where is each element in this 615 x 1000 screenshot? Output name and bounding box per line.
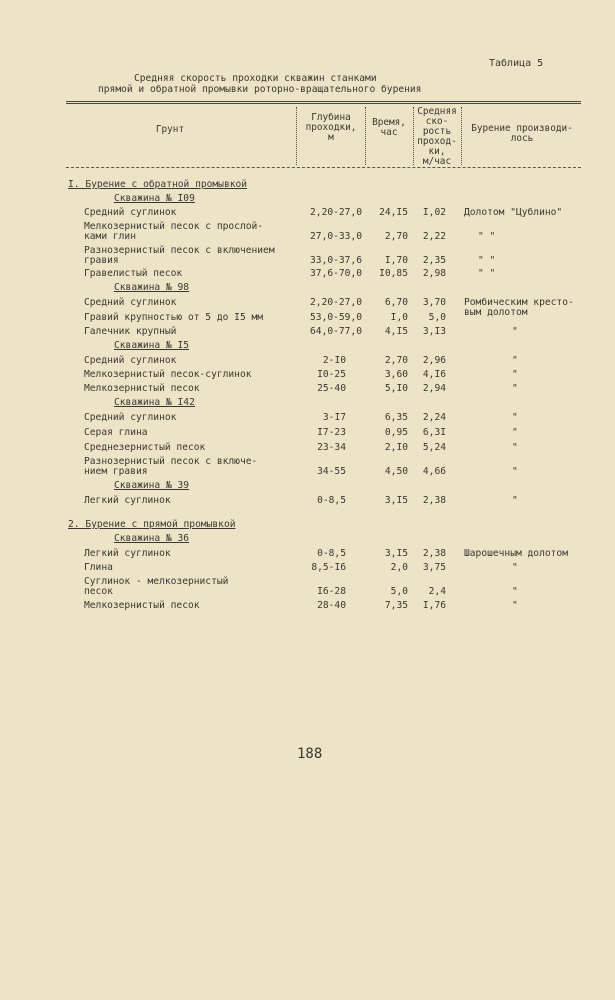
row-time: I,0 <box>390 312 408 323</box>
row-soil: Средний суглинок <box>84 355 177 366</box>
row-time: 2,70 <box>384 355 408 366</box>
row-method: " <box>512 427 518 438</box>
row-time: 2,0 <box>390 562 408 573</box>
row-time: 3,I5 <box>384 495 408 506</box>
row-depth: 64,0-77,0 <box>310 326 362 337</box>
row-method: " <box>512 326 518 337</box>
row-depth: 33,0-37,6 <box>310 255 362 266</box>
row-soil: Суглинок - мелкозернистый <box>84 576 229 587</box>
row-method-cont: вым долотом <box>464 307 528 318</box>
row-depth: 53,0-59,0 <box>310 312 362 323</box>
page-number: 188 <box>297 746 323 762</box>
row-time: 2,I0 <box>384 442 408 453</box>
row-speed: 2,38 <box>422 548 446 559</box>
row-soil: Средний суглинок <box>84 207 177 218</box>
row-depth: 2,20-27,0 <box>310 297 362 308</box>
row-speed: 3,I3 <box>422 326 446 337</box>
row-speed: 2,98 <box>422 268 446 279</box>
row-soil: Разнозернистый песок с включением <box>84 245 275 256</box>
row-soil: Мелкозернистый песок <box>84 600 200 611</box>
header-soil: Грунт <box>155 124 185 135</box>
column-separator-1 <box>296 107 297 165</box>
row-depth: I0-25 <box>317 369 346 380</box>
row-speed: 2,22 <box>422 231 446 242</box>
row-soil: Серая глина <box>84 427 148 438</box>
row-soil: Легкий суглинок <box>84 548 171 559</box>
header-speed: Средняя ско- рость проход- ки, м/час <box>417 106 457 167</box>
row-depth: I7-23 <box>317 427 346 438</box>
section-title-reverse-flush: I. Бурение с обратной промывкой <box>68 179 248 190</box>
row-time: 0,95 <box>384 427 408 438</box>
row-soil: Средний суглинок <box>84 297 177 308</box>
row-depth: 23-34 <box>317 442 346 453</box>
row-time: 6,35 <box>384 412 408 423</box>
row-time: 4,50 <box>384 466 408 477</box>
row-speed: 5,0 <box>428 312 446 323</box>
row-speed: 3,70 <box>422 297 446 308</box>
well-heading-39: Скважина № 39 <box>114 480 190 491</box>
header-bottom-rule <box>66 167 581 168</box>
row-soil-cont: песок <box>84 586 113 597</box>
row-speed: 2,24 <box>422 412 446 423</box>
column-separator-4 <box>461 107 462 165</box>
row-time: 6,70 <box>384 297 408 308</box>
well-heading-36: Скважина № 36 <box>114 533 190 544</box>
row-soil: Глина <box>84 562 113 573</box>
row-speed: 3,75 <box>422 562 446 573</box>
row-method: " <box>512 495 518 506</box>
row-speed: 2,94 <box>422 383 446 394</box>
row-depth: 8,5-I6 <box>311 562 346 573</box>
row-method: " " <box>478 231 496 242</box>
row-time: 5,0 <box>390 586 408 597</box>
row-speed: 6,3I <box>422 427 446 438</box>
row-soil: Разнозернистый песок с включе- <box>84 456 258 467</box>
table-title-line2: прямой и обратной промывки роторно-вращательного бурения <box>98 84 422 95</box>
row-method: Шарошечным долотом <box>464 548 568 559</box>
table-title-line1: Средняя скорость проходки скважин станками <box>134 73 377 84</box>
row-depth: 34-55 <box>317 466 346 477</box>
row-time: 4,I5 <box>384 326 408 337</box>
well-heading-98: Скважина № 98 <box>114 282 190 293</box>
well-heading-15: Скважина № I5 <box>114 340 190 351</box>
table-label: Таблица 5 <box>489 58 544 69</box>
header-top-rule-2 <box>66 103 581 104</box>
row-time: 2,70 <box>384 231 408 242</box>
well-heading-142: Скважина № I42 <box>114 397 195 408</box>
row-depth: 27,0-33,0 <box>310 231 362 242</box>
row-method: " <box>512 466 518 477</box>
row-method: " <box>512 586 518 597</box>
row-method: " <box>512 355 518 366</box>
header-time: Время, час <box>372 117 406 138</box>
row-soil-cont: нием гравия <box>84 466 148 477</box>
row-speed: I,76 <box>422 600 446 611</box>
row-depth: 37,6-70,0 <box>310 268 362 279</box>
row-depth: 3-I7 <box>322 412 346 423</box>
row-soil: Мелкозернистый песок <box>84 383 200 394</box>
row-time: I0,85 <box>379 268 408 279</box>
row-soil: Гравий крупностью от 5 до I5 мм <box>84 312 264 323</box>
row-speed: 5,24 <box>422 442 446 453</box>
row-time: 5,I0 <box>384 383 408 394</box>
row-method: " <box>512 412 518 423</box>
row-method: " <box>512 562 518 573</box>
row-method: " <box>512 600 518 611</box>
row-speed: 4,I6 <box>422 369 446 380</box>
row-speed: I,02 <box>422 207 446 218</box>
row-depth: 0-8,5 <box>317 495 346 506</box>
row-depth: 2,20-27,0 <box>310 207 362 218</box>
row-depth: 2-I0 <box>322 355 346 366</box>
row-method: " " <box>478 268 496 279</box>
row-method: Ромбическим кресто- <box>464 297 574 308</box>
row-soil: Мелкозернистый песок-суглинок <box>84 369 252 380</box>
header-depth: Глубина проходки, м <box>305 112 357 143</box>
row-soil: Гравелистый песок <box>84 268 183 279</box>
header-top-rule <box>66 101 581 102</box>
row-method: " " <box>478 255 496 266</box>
row-time: 3,60 <box>384 369 408 380</box>
row-soil: Легкий суглинок <box>84 495 171 506</box>
row-time: 3,I5 <box>384 548 408 559</box>
row-speed: 2,38 <box>422 495 446 506</box>
row-soil-cont: гравия <box>84 255 119 266</box>
row-speed: 2,4 <box>428 586 446 597</box>
row-soil: Средний суглинок <box>84 412 177 423</box>
row-method: Долотом "Цублино" <box>464 207 563 218</box>
row-depth: I6-28 <box>317 586 346 597</box>
row-time: 24,I5 <box>379 207 408 218</box>
row-soil: Среднезернистый песок <box>84 442 206 453</box>
row-depth: 25-40 <box>317 383 346 394</box>
row-speed: 2,35 <box>422 255 446 266</box>
header-method: Бурение производи- лось <box>471 123 573 144</box>
row-time: I,70 <box>384 255 408 266</box>
row-method: " <box>512 369 518 380</box>
row-soil: Мелкозернистый песок с прослой- <box>84 221 264 232</box>
row-speed: 2,96 <box>422 355 446 366</box>
well-heading-109: Скважина № I09 <box>114 193 195 204</box>
row-soil-cont: ками глин <box>84 231 136 242</box>
row-soil: Галечник крупный <box>84 326 177 337</box>
row-method: " <box>512 383 518 394</box>
row-speed: 4,66 <box>422 466 446 477</box>
section-title-direct-flush: 2. Бурение с прямой промывкой <box>68 519 236 530</box>
row-method: " <box>512 442 518 453</box>
row-depth: 28-40 <box>317 600 346 611</box>
row-time: 7,35 <box>384 600 408 611</box>
row-depth: 0-8,5 <box>317 548 346 559</box>
